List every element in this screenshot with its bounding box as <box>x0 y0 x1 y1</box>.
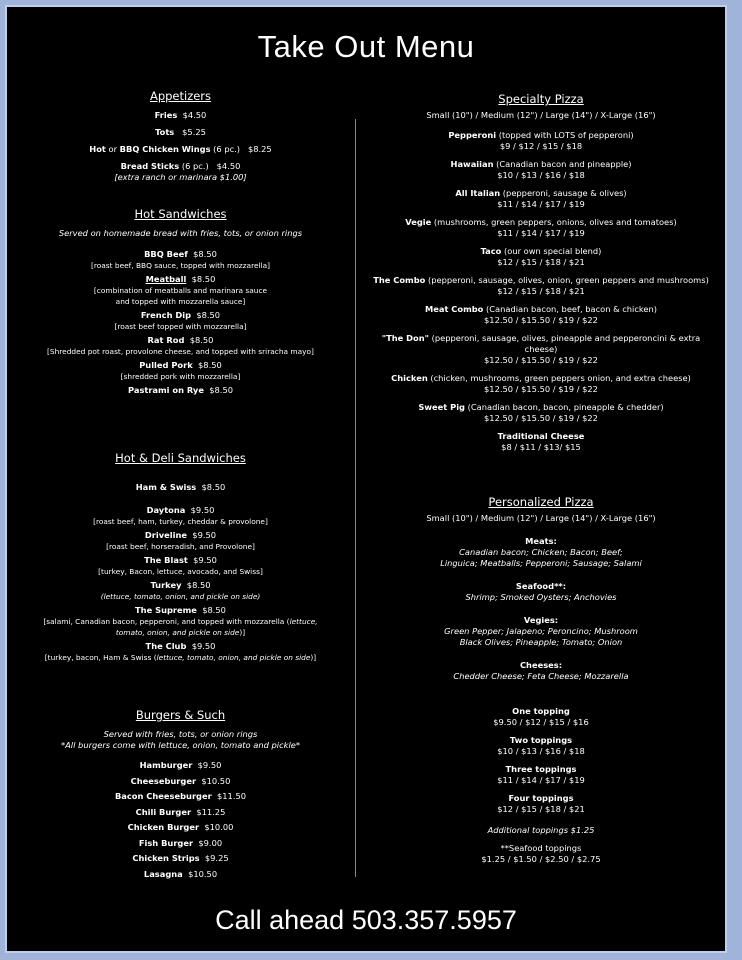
topping-group-label: Meats: <box>525 536 557 546</box>
burgers-heading: Burgers & Such <box>135 708 226 722</box>
item-price: $9.50 <box>193 555 217 565</box>
seafood-toppings-label: **Seafood toppings <box>500 843 582 853</box>
menu-item <box>17 760 344 771</box>
pizza-sizes: Small (10") / Medium (12") / Large (14") / X-Large (16") <box>426 110 656 120</box>
pizza-item <box>365 130 717 152</box>
menu-item <box>17 853 344 864</box>
item-description: (Canadian bacon and pineapple) <box>493 159 632 169</box>
additional-toppings: Additional toppings $1.25 <box>487 825 595 835</box>
item-name: The Club <box>145 641 187 651</box>
item-description: and topped with mozzarella sauce] <box>115 297 246 306</box>
item-name: Hot <box>89 144 106 154</box>
menu-item <box>17 822 344 833</box>
item-description: [combination of meatballs and marinara sauce <box>93 286 268 295</box>
item-prices: $8 / $11 / $13/ $15 <box>501 442 581 452</box>
item-name: Hawaiian <box>450 159 494 169</box>
item-description: (topped with LOTS of pepperoni) <box>496 130 634 140</box>
item-name: BBQ Chicken Wings <box>119 144 211 154</box>
menu-item <box>17 869 344 880</box>
item-name: Fries <box>154 110 178 120</box>
item-price: $9.50 <box>191 641 216 651</box>
item-price: $8.50 <box>202 605 226 615</box>
menu-item <box>17 335 344 357</box>
item-name: Turkey <box>150 580 182 590</box>
pizza-item <box>365 373 717 395</box>
topping-list: Shrimp; Smoked Oysters; Anchovies <box>465 592 617 602</box>
section-note: Served with fries, tots, or onion rings <box>103 729 258 739</box>
pizza-item <box>365 431 717 453</box>
pizza-item <box>365 159 717 181</box>
topping-price-item <box>365 706 717 728</box>
item-price: $9.50 <box>192 530 217 540</box>
item-prices: $12 / $15 / $18 / $21 <box>497 286 585 296</box>
item-name: Bacon Cheeseburger <box>114 791 212 801</box>
item-name: Traditional Cheese <box>497 431 585 441</box>
item-name: Fish Burger <box>138 837 194 848</box>
item-name: BBQ Beef <box>144 249 188 259</box>
topping-count: One topping <box>512 706 570 716</box>
topping-list: Green Pepper; Jalapeno; Peroncino; Mushroom <box>444 626 638 636</box>
item-price: $8.50 <box>189 335 214 345</box>
appetizers-heading: Appetizers <box>149 89 212 103</box>
menu-item <box>17 310 344 332</box>
item-name: "The Don" <box>381 333 429 343</box>
item-name: Chicken <box>391 373 428 383</box>
item-name: Ham & Swiss <box>135 482 197 492</box>
topping-group-label: Vegies: <box>523 615 559 625</box>
menu-item <box>17 791 344 802</box>
item-price: $10.50 <box>201 775 231 786</box>
topping-group-label: Seafood**: <box>515 581 567 591</box>
item-description: [roast beef, ham, turkey, cheddar & provolone] <box>93 517 268 526</box>
item-price: $11.25 <box>196 806 226 817</box>
pizza-item <box>365 402 717 424</box>
item-name: Tots <box>155 127 175 137</box>
pizza-item <box>365 246 717 268</box>
topping-prices: $12 / $15 / $18 / $21 <box>497 804 585 814</box>
topping-list: Black Olives; Pineapple; Tomato; Onion <box>459 637 623 647</box>
item-description: (pepperoni, sausage & olives) <box>500 188 627 198</box>
topping-price-item <box>365 764 717 786</box>
item-note: [extra ranch or marinara $1.00] <box>114 172 247 182</box>
item-name: Meat Combo <box>424 304 484 314</box>
item-description: (chicken, mushrooms, green peppers onion, and extra cheese) <box>427 373 691 383</box>
item-price: $4.50 <box>216 161 241 171</box>
menu-item <box>17 641 344 663</box>
pizza-item <box>365 217 717 239</box>
item-name: Vegie <box>405 217 432 227</box>
item-name: Chicken Burger <box>127 822 200 832</box>
item-price: $9.00 <box>198 837 223 848</box>
pizza-sizes: Small (10") / Medium (12") / Large (14") / X-Large (16") <box>426 513 656 523</box>
item-name: Driveline <box>144 530 188 540</box>
topping-price-item <box>365 735 717 757</box>
item-description: (mushrooms, green peppers, onions, olives and tomatoes) <box>431 217 677 227</box>
item-price: $8.50 <box>196 310 221 320</box>
menu-item <box>17 161 344 172</box>
topping-prices: $9.50 / $12 / $15 / $16 <box>493 717 589 727</box>
item-description: )] <box>239 628 246 637</box>
item-prices: $10 / $13 / $16 / $18 <box>497 170 585 180</box>
item-price: $8.50 <box>193 249 217 259</box>
item-price: $9.50 <box>197 760 222 770</box>
appetizers-section <box>17 89 344 183</box>
item-description: [turkey, bacon, Ham & Swiss ( <box>44 653 157 662</box>
item-name: Chicken Strips <box>132 853 200 863</box>
item-description: [shredded pork with mozzarella] <box>120 372 241 381</box>
menu-item <box>17 838 344 849</box>
topping-list: Canadian bacon; Chicken; Bacon; Beef; <box>459 547 623 557</box>
item-description: [roast beef, horseradish, and Provolone] <box>106 542 255 551</box>
item-price: $8.50 <box>191 274 216 284</box>
column-divider <box>355 119 356 877</box>
pizza-item <box>365 275 717 297</box>
call-ahead-phone: Call ahead 503.357.5957 <box>215 905 517 935</box>
item-price: $11.50 <box>217 791 247 801</box>
item-extra: (6 pc.) <box>179 161 209 171</box>
item-description: [turkey, Bacon, lettuce, avocado, and Swiss] <box>98 567 263 576</box>
personalized-pizza-heading: Personalized Pizza <box>488 495 594 509</box>
item-name: Meatball <box>145 274 187 284</box>
deli-heading: Hot & Deli Sandwiches <box>115 451 246 465</box>
menu-item <box>17 807 344 818</box>
burgers-section <box>17 708 344 880</box>
item-description: )] <box>310 653 317 662</box>
topping-count: Two toppings <box>509 735 573 745</box>
topping-list: Chedder Cheese; Feta Cheese; Mozzarella <box>453 671 629 681</box>
pizza-item <box>365 333 717 366</box>
item-price: $10.50 <box>188 868 218 879</box>
item-prices: $11 / $14 / $17 / $19 <box>497 199 585 209</box>
section-note: Served on homemade bread with fries, tots, or onion rings <box>58 228 303 238</box>
seafood-toppings-prices: $1.25 / $1.50 / $2.50 / $2.75 <box>481 854 601 864</box>
deli-section <box>17 451 344 669</box>
personalized-pizza-section <box>365 495 717 865</box>
menu-item <box>17 127 344 138</box>
pizza-item <box>365 188 717 210</box>
topping-group-label: Cheeses: <box>519 660 563 670</box>
item-price: $4.50 <box>182 110 207 120</box>
menu-page <box>5 5 727 953</box>
item-name: Daytona <box>146 505 186 515</box>
item-price: $8.50 <box>209 385 234 395</box>
item-price: $10.00 <box>204 822 234 832</box>
item-price: $9.25 <box>204 853 229 863</box>
item-price: $8.25 <box>247 144 272 154</box>
item-price: $5.25 <box>182 127 206 137</box>
item-description: (pepperoni, sausage, olives, onion, green peppers and mushrooms) <box>425 275 709 285</box>
item-name: Sweet Pig <box>418 402 465 412</box>
menu-item <box>17 555 344 577</box>
item-name: Lasagna <box>143 868 183 879</box>
item-prices: $12.50 / $15.50 / $19 / $22 <box>484 355 598 365</box>
item-extra: (6 pc.) <box>210 144 241 154</box>
menu-item <box>17 776 344 787</box>
item-name: Rat Rod <box>147 335 185 345</box>
topping-prices: $10 / $13 / $16 / $18 <box>497 746 585 756</box>
hot-sandwiches-section <box>17 207 344 402</box>
item-description: (Canadian bacon, bacon, pineapple & chedder) <box>465 402 664 412</box>
specialty-pizza-section <box>365 92 717 453</box>
item-name: Bread Sticks <box>120 161 180 171</box>
item-prices: $12.50 / $15.50 / $19 / $22 <box>484 315 598 325</box>
item-description: (Canadian bacon, beef, bacon & chicken) <box>483 304 658 314</box>
pizza-item <box>365 304 717 326</box>
item-description: lettuce, tomato, onion, and pickle on side <box>156 653 311 662</box>
item-description: [salami, Canadian bacon, pepperoni, and topped with mozzarella ( <box>43 617 290 626</box>
item-name: The Blast <box>144 555 188 565</box>
item-name: French Dip <box>140 310 192 320</box>
item-description: (lettuce, tomato, onion, and pickle on side) <box>100 592 261 601</box>
item-price: $9.50 <box>190 505 215 515</box>
item-prices: $12.50 / $15.50 / $19 / $22 <box>484 384 598 394</box>
item-description: lettuce, <box>289 617 318 626</box>
menu-item <box>17 505 344 527</box>
menu-title: Take Out Menu <box>257 29 475 64</box>
item-description: (pepperoni, sausage, olives, pineapple and pepperoncini & extra cheese) <box>428 333 701 354</box>
item-price: $8.50 <box>201 482 226 492</box>
topping-list: Linguica; Meatballs; Pepperoni; Sausage; Salami <box>440 558 642 568</box>
item-description: tomato, onion, and pickle on side <box>115 628 240 637</box>
menu-item <box>17 580 344 602</box>
menu-item <box>17 482 344 493</box>
menu-item <box>17 530 344 552</box>
item-price: $8.50 <box>198 360 222 370</box>
item-description: (our own special blend) <box>501 246 602 256</box>
topping-count: Four toppings <box>508 793 574 803</box>
item-name: The Supreme <box>135 605 197 615</box>
menu-item <box>17 360 344 382</box>
menu-item <box>17 144 344 155</box>
menu-item <box>17 274 344 307</box>
item-prices: $12 / $15 / $18 / $21 <box>497 257 585 267</box>
item-price: $8.50 <box>186 580 211 590</box>
item-name: Cheeseburger <box>130 775 197 786</box>
item-name: The Combo <box>373 275 426 285</box>
item-name: All Italian <box>455 188 501 198</box>
specialty-pizza-heading: Specialty Pizza <box>498 92 584 106</box>
item-description: [Shredded pot roast, provolone cheese, and topped with sriracha mayo] <box>47 347 314 356</box>
menu-item <box>17 110 344 121</box>
item-name: Hamburger <box>139 760 193 770</box>
hot-sandwiches-heading: Hot Sandwiches <box>134 207 227 221</box>
item-prices: $9 / $12 / $15 / $18 <box>499 141 583 151</box>
topping-count: Three toppings <box>505 764 577 774</box>
item-description: [roast beef topped with mozzarella] <box>114 322 247 331</box>
section-note: *All burgers come with lettuce, onion, tomato and pickle* <box>60 740 301 750</box>
item-name: Chili Burger <box>135 806 192 817</box>
topping-prices: $11 / $14 / $17 / $19 <box>497 775 585 785</box>
item-prices: $12.50 / $15.50 / $19 / $22 <box>484 413 598 423</box>
item-description: [roast beef, BBQ sauce, topped with mozzarella] <box>90 261 271 270</box>
item-prices: $11 / $14 / $17 / $19 <box>497 228 585 238</box>
item-name: Taco <box>480 246 502 256</box>
item-name: Pepperoni <box>448 130 497 140</box>
menu-item <box>17 249 344 271</box>
item-name: Pastrami on Rye <box>127 385 204 395</box>
topping-price-item <box>365 793 717 815</box>
item-connector: or <box>105 144 120 154</box>
menu-item <box>17 605 344 638</box>
menu-item <box>17 385 344 396</box>
item-name: Pulled Pork <box>139 360 193 370</box>
